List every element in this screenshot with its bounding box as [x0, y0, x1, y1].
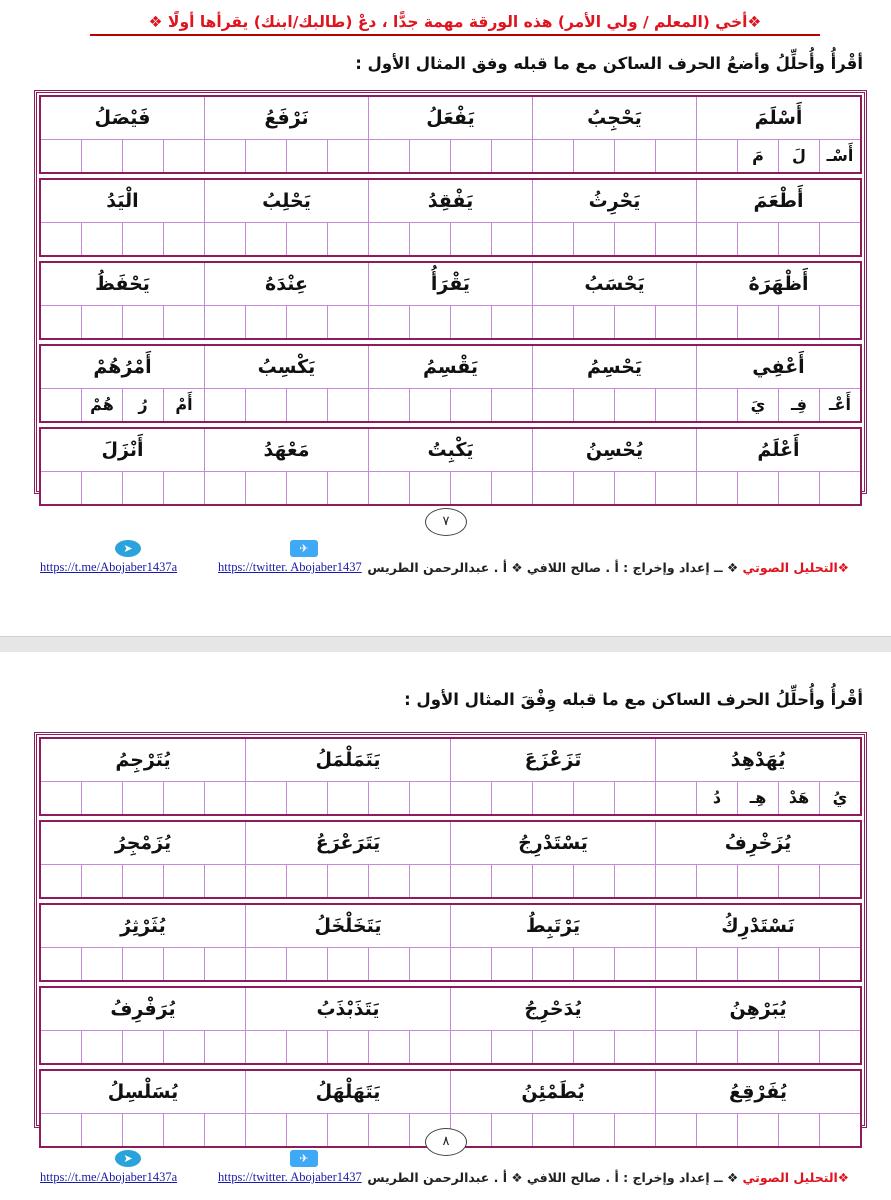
syllable-box[interactable]	[491, 140, 532, 172]
exercise-row	[39, 427, 862, 506]
syllable-box[interactable]	[614, 782, 655, 814]
word-cell: يُدَحْرِجُ	[450, 988, 655, 1030]
syllable-box[interactable]	[491, 306, 532, 338]
page-number: ٧	[425, 508, 467, 536]
parent-notice-banner: ❖أخي (المعلم / ولي الأمر) هذه الورقة مهمة جدًّا ، دعْ (طالبك/ابنك) يقرأها أولًا ❖	[90, 10, 820, 36]
syllable-box[interactable]	[819, 1031, 860, 1063]
syllable-box[interactable]: هُمْ	[81, 389, 122, 421]
instruction-text: أقْرأُ وأُحلِّلُ الحرف الساكن مع ما قبله وِفْقَ المثال الأول :	[404, 690, 863, 709]
syllable-box[interactable]	[41, 472, 81, 504]
word-cell: يَحْسَبُ	[532, 263, 696, 305]
syllable-box[interactable]	[327, 782, 368, 814]
syllable-box[interactable]	[573, 223, 614, 255]
syllable-box[interactable]	[163, 948, 204, 980]
word-row	[41, 346, 860, 388]
telegram-link[interactable]: https://t.me/Abojaber1437a	[40, 1170, 178, 1184]
syllable-box[interactable]	[163, 865, 204, 897]
syllable-box[interactable]	[409, 948, 450, 980]
word-cell: الْيَدُ	[106, 190, 139, 212]
syllable-box[interactable]	[122, 140, 163, 172]
credits-line	[367, 560, 849, 575]
syllable-box[interactable]	[573, 1031, 614, 1063]
word-row	[41, 739, 860, 781]
syllable-box[interactable]	[532, 140, 573, 172]
word-cell: يَحْفَظُ	[95, 273, 150, 295]
syllable-box[interactable]	[573, 948, 614, 980]
syllable-box[interactable]	[163, 140, 204, 172]
syllable-row	[41, 388, 860, 421]
syllable-box[interactable]	[368, 865, 409, 897]
syllable-row	[41, 1030, 860, 1063]
syllable-box[interactable]	[491, 948, 532, 980]
syllable-box[interactable]	[409, 1031, 450, 1063]
syllable-box[interactable]	[737, 472, 778, 504]
syllable-box[interactable]	[409, 782, 450, 814]
syllable-box[interactable]	[655, 782, 696, 814]
credits-authors: ❖ ــ إعداد وإخراج : أ . صالح اللافي ❖ أ . عبدالرحمن الطريس	[367, 560, 743, 575]
syllable-box[interactable]	[286, 472, 327, 504]
word-cell: يَتَخَلْخَلُ	[245, 905, 450, 947]
syllable-box[interactable]	[450, 306, 491, 338]
syllable-box[interactable]	[573, 306, 614, 338]
word-cell: أَمْرُهُمْ	[93, 356, 152, 378]
syllable-box[interactable]	[409, 472, 450, 504]
word-cell: يُحْسِنُ	[532, 429, 696, 471]
word-row	[41, 97, 860, 139]
word-cell: تَزَعْزَعَ	[450, 739, 655, 781]
syllable-box[interactable]	[122, 948, 163, 980]
syllable-box[interactable]	[696, 140, 737, 172]
syllable-box[interactable]	[286, 865, 327, 897]
syllable-box[interactable]	[41, 389, 81, 421]
syllable-box[interactable]	[41, 1031, 81, 1063]
word-cell: أَنْزَلَ	[101, 439, 144, 461]
syllable-box[interactable]	[532, 948, 573, 980]
exercise-row	[39, 903, 862, 982]
syllable-box[interactable]	[696, 1031, 737, 1063]
syllable-box[interactable]	[573, 865, 614, 897]
syllable-box[interactable]	[163, 306, 204, 338]
syllable-box[interactable]	[573, 472, 614, 504]
word-row	[41, 1071, 860, 1113]
syllable-box[interactable]	[573, 140, 614, 172]
syllable-box[interactable]	[819, 306, 860, 338]
syllable-row	[41, 947, 860, 980]
word-cell: يَتَهَلْهَلُ	[245, 1071, 450, 1113]
syllable-box[interactable]	[245, 140, 286, 172]
twitter-link[interactable]: https://twitter. Abojaber1437	[218, 1170, 362, 1184]
syllable-box[interactable]	[81, 948, 122, 980]
syllable-box[interactable]	[41, 948, 81, 980]
word-row	[41, 988, 860, 1030]
syllable-box[interactable]	[532, 472, 573, 504]
word-cell: يَحْسِمُ	[532, 346, 696, 388]
syllable-box[interactable]	[204, 389, 245, 421]
syllable-box[interactable]	[450, 865, 491, 897]
syllable-box[interactable]	[409, 223, 450, 255]
syllable-box[interactable]: أَسْـ	[819, 140, 860, 172]
syllable-box[interactable]	[778, 1114, 819, 1146]
syllable-box[interactable]	[204, 1114, 245, 1146]
syllable-box[interactable]	[696, 948, 737, 980]
syllable-box[interactable]	[122, 865, 163, 897]
syllable-box[interactable]	[245, 865, 286, 897]
syllable-box[interactable]	[696, 472, 737, 504]
word-row	[41, 263, 860, 305]
syllable-box[interactable]	[204, 223, 245, 255]
syllable-box[interactable]	[245, 782, 286, 814]
word-cell: يُفَرْقِعُ	[655, 1071, 860, 1113]
syllable-box[interactable]	[696, 1114, 737, 1146]
syllable-box[interactable]	[368, 948, 409, 980]
syllable-box[interactable]: دُ	[696, 782, 737, 814]
syllable-box[interactable]	[573, 1114, 614, 1146]
syllable-box[interactable]	[614, 948, 655, 980]
syllable-box[interactable]	[327, 389, 368, 421]
word-cell: يُهَدْهِدُ	[655, 739, 860, 781]
syllable-box[interactable]	[286, 1031, 327, 1063]
word-cell: نَرْفَعُ	[204, 97, 368, 139]
word-cell: يَكْسِبُ	[204, 346, 368, 388]
syllable-box[interactable]	[409, 865, 450, 897]
syllable-box[interactable]	[778, 306, 819, 338]
syllable-box[interactable]	[163, 1031, 204, 1063]
word-cell: أَسْلَمَ	[696, 97, 860, 139]
syllable-box[interactable]	[614, 472, 655, 504]
syllable-box[interactable]	[409, 140, 450, 172]
word-cell: يُتَرْجِمُ	[115, 749, 171, 771]
syllable-box[interactable]	[450, 389, 491, 421]
word-cell: يَحْجِبُ	[532, 97, 696, 139]
syllable-box[interactable]: مَ	[737, 140, 778, 172]
syllable-box[interactable]	[286, 389, 327, 421]
word-cell: يَفْعَلُ	[368, 97, 532, 139]
syllable-box[interactable]	[286, 782, 327, 814]
syllable-box[interactable]	[41, 140, 81, 172]
syllable-box[interactable]	[368, 1031, 409, 1063]
syllable-box[interactable]	[122, 472, 163, 504]
word-cell: يَرْتَبِطُ	[450, 905, 655, 947]
word-cell: يُزَخْرِفُ	[655, 822, 860, 864]
word-cell: فَيْصَلُ	[94, 107, 151, 129]
worksheet-page-8	[0, 652, 891, 1200]
syllable-box[interactable]	[614, 1114, 655, 1146]
syllable-box[interactable]	[778, 223, 819, 255]
syllable-box[interactable]	[286, 223, 327, 255]
syllable-box[interactable]	[368, 782, 409, 814]
word-cell: يَتَمَلْمَلُ	[245, 739, 450, 781]
exercise-row	[39, 737, 862, 816]
syllable-box[interactable]: أَعْـ	[819, 389, 860, 421]
syllable-box[interactable]	[532, 1114, 573, 1146]
word-row	[41, 180, 860, 222]
instruction-text: أقْرأُ وأُحلِّلُ وأضعُ الحرف الساكن مع ما قبله وفق المثال الأول :	[355, 54, 863, 73]
word-cell: أَعْلَمُ	[696, 429, 860, 471]
syllable-box[interactable]	[204, 782, 245, 814]
syllable-box[interactable]	[778, 865, 819, 897]
syllable-box[interactable]	[122, 1114, 163, 1146]
syllable-box[interactable]	[819, 223, 860, 255]
telegram-link[interactable]: https://t.me/Abojaber1437a	[40, 560, 178, 574]
syllable-box[interactable]	[41, 782, 81, 814]
syllable-box[interactable]	[532, 865, 573, 897]
syllable-box[interactable]	[122, 1031, 163, 1063]
syllable-box[interactable]	[532, 389, 573, 421]
credits-title: ❖التحليل الصوتي	[742, 1170, 849, 1185]
word-cell: يَحْرِثُ	[532, 180, 696, 222]
syllable-box[interactable]	[614, 389, 655, 421]
word-cell: مَعْهَدُ	[204, 429, 368, 471]
syllable-box[interactable]	[737, 865, 778, 897]
word-cell: أَظْهَرَهُ	[696, 263, 860, 305]
syllable-box[interactable]	[737, 1031, 778, 1063]
syllable-box[interactable]	[614, 223, 655, 255]
syllable-box[interactable]	[737, 948, 778, 980]
syllable-box[interactable]	[245, 389, 286, 421]
syllable-box[interactable]	[450, 948, 491, 980]
syllable-box[interactable]	[81, 782, 122, 814]
syllable-box[interactable]	[655, 389, 696, 421]
credits-title: ❖التحليل الصوتي	[742, 560, 849, 575]
word-row	[41, 429, 860, 471]
syllable-box[interactable]	[696, 865, 737, 897]
syllable-box[interactable]	[327, 140, 368, 172]
word-cell: يَقْسِمُ	[368, 346, 532, 388]
syllable-box[interactable]	[614, 865, 655, 897]
syllable-box[interactable]	[245, 472, 286, 504]
syllable-box[interactable]: لَ	[778, 140, 819, 172]
syllable-box[interactable]	[122, 306, 163, 338]
syllable-box[interactable]	[81, 1031, 122, 1063]
syllable-box[interactable]	[491, 1031, 532, 1063]
syllable-box[interactable]	[204, 140, 245, 172]
word-cell: يَسْتَدْرِجُ	[450, 822, 655, 864]
syllable-box[interactable]: رُ	[122, 389, 163, 421]
word-cell: أَعْفِي	[696, 346, 860, 388]
syllable-box[interactable]	[655, 472, 696, 504]
word-cell: يُرَفْرِفُ	[110, 998, 176, 1020]
syllable-box[interactable]	[819, 472, 860, 504]
syllable-box[interactable]	[286, 948, 327, 980]
syllable-row	[41, 222, 860, 255]
exercise-row	[39, 344, 862, 423]
word-cell: يَتَرَعْرَعُ	[245, 822, 450, 864]
syllable-box[interactable]	[81, 1114, 122, 1146]
word-cell: يَحْلِبُ	[204, 180, 368, 222]
telegram-icon: ➤	[115, 540, 141, 557]
syllable-box[interactable]	[737, 223, 778, 255]
syllable-box[interactable]	[655, 223, 696, 255]
syllable-box[interactable]	[778, 472, 819, 504]
syllable-box[interactable]	[655, 1031, 696, 1063]
syllable-box[interactable]: هَدْ	[778, 782, 819, 814]
syllable-box[interactable]	[41, 865, 81, 897]
syllable-box[interactable]	[573, 782, 614, 814]
syllable-box[interactable]	[245, 948, 286, 980]
exercise-frame	[34, 90, 867, 494]
syllable-box[interactable]	[409, 306, 450, 338]
syllable-box[interactable]: هِـ	[737, 782, 778, 814]
telegram-icon: ➤	[115, 1150, 141, 1167]
exercise-frame	[34, 732, 867, 1128]
exercise-row	[39, 986, 862, 1065]
credits-authors: ❖ ــ إعداد وإخراج : أ . صالح اللافي ❖ أ . عبدالرحمن الطريس	[367, 1170, 743, 1185]
syllable-row	[41, 781, 860, 814]
syllable-box[interactable]	[245, 1114, 286, 1146]
syllable-box[interactable]: فِـ	[778, 389, 819, 421]
syllable-box[interactable]	[491, 865, 532, 897]
syllable-box[interactable]	[655, 306, 696, 338]
syllable-box[interactable]	[122, 223, 163, 255]
syllable-box[interactable]	[532, 1031, 573, 1063]
syllable-box[interactable]	[204, 472, 245, 504]
word-cell: عِنْدَهُ	[204, 263, 368, 305]
syllable-box[interactable]	[163, 1114, 204, 1146]
syllable-box[interactable]	[655, 948, 696, 980]
word-cell: أَطْعَمَ	[696, 180, 860, 222]
page-footer	[0, 1150, 891, 1190]
exercise-row	[39, 261, 862, 340]
syllable-box[interactable]	[327, 306, 368, 338]
word-cell: يُسَلْسِلُ	[107, 1081, 179, 1103]
syllable-box[interactable]	[696, 306, 737, 338]
word-row	[41, 905, 860, 947]
syllable-row	[41, 471, 860, 504]
word-cell: يُبَرْهِنُ	[655, 988, 860, 1030]
word-cell: يَكْبِتُ	[368, 429, 532, 471]
twitter-icon: ✈	[290, 540, 318, 557]
syllable-box[interactable]	[532, 782, 573, 814]
syllable-box[interactable]	[245, 1031, 286, 1063]
exercise-row	[39, 95, 862, 174]
syllable-box[interactable]	[204, 306, 245, 338]
syllable-box[interactable]	[450, 472, 491, 504]
syllable-box[interactable]	[286, 306, 327, 338]
syllable-box[interactable]	[41, 223, 81, 255]
syllable-box[interactable]	[655, 140, 696, 172]
syllable-box[interactable]	[81, 865, 122, 897]
syllable-box[interactable]	[327, 865, 368, 897]
word-cell: يُزَمْجِرُ	[114, 832, 172, 854]
syllable-box[interactable]	[819, 948, 860, 980]
syllable-box[interactable]	[163, 223, 204, 255]
word-cell: يُطَمْئِنُ	[450, 1071, 655, 1113]
word-cell: يَفْقِدُ	[368, 180, 532, 222]
syllable-box[interactable]	[204, 948, 245, 980]
page-footer	[0, 540, 891, 580]
syllable-box[interactable]	[491, 1114, 532, 1146]
syllable-box[interactable]	[450, 223, 491, 255]
syllable-box[interactable]	[368, 389, 409, 421]
syllable-box[interactable]	[491, 389, 532, 421]
syllable-box[interactable]	[204, 865, 245, 897]
word-row	[41, 822, 860, 864]
syllable-box[interactable]	[573, 389, 614, 421]
syllable-box[interactable]	[286, 140, 327, 172]
syllable-box[interactable]	[41, 1114, 81, 1146]
word-cell: يَقْرَأُ	[368, 263, 532, 305]
syllable-box[interactable]	[655, 1114, 696, 1146]
twitter-icon: ✈	[290, 1150, 318, 1167]
syllable-box[interactable]	[368, 140, 409, 172]
syllable-box[interactable]	[81, 306, 122, 338]
syllable-box[interactable]	[81, 140, 122, 172]
syllable-box[interactable]	[655, 865, 696, 897]
syllable-box[interactable]	[245, 306, 286, 338]
syllable-box[interactable]	[614, 306, 655, 338]
word-cell: يَتَذَبْذَبُ	[245, 988, 450, 1030]
syllable-box[interactable]	[245, 223, 286, 255]
syllable-box[interactable]	[819, 865, 860, 897]
twitter-link[interactable]: https://twitter. Abojaber1437	[218, 560, 362, 574]
syllable-box[interactable]	[532, 223, 573, 255]
syllable-box[interactable]	[614, 1031, 655, 1063]
syllable-box[interactable]	[286, 1114, 327, 1146]
syllable-box[interactable]	[491, 472, 532, 504]
syllable-box[interactable]	[368, 472, 409, 504]
syllable-box[interactable]: أَمْ	[163, 389, 204, 421]
syllable-box[interactable]	[696, 223, 737, 255]
syllable-row	[41, 864, 860, 897]
syllable-box[interactable]	[532, 306, 573, 338]
syllable-box[interactable]	[327, 1031, 368, 1063]
syllable-box[interactable]	[778, 1031, 819, 1063]
syllable-box[interactable]: يُ	[819, 782, 860, 814]
syllable-box[interactable]	[696, 389, 737, 421]
syllable-box[interactable]	[491, 782, 532, 814]
syllable-box[interactable]	[737, 1114, 778, 1146]
syllable-box[interactable]	[819, 1114, 860, 1146]
syllable-row	[41, 305, 860, 338]
syllable-box[interactable]	[327, 472, 368, 504]
syllable-box[interactable]	[491, 223, 532, 255]
exercise-row	[39, 178, 862, 257]
syllable-box[interactable]	[41, 306, 81, 338]
exercise-row	[39, 820, 862, 899]
syllable-box[interactable]	[327, 223, 368, 255]
syllable-box[interactable]	[122, 782, 163, 814]
syllable-box[interactable]	[409, 389, 450, 421]
syllable-row	[41, 139, 860, 172]
page-number: ٨	[425, 1128, 467, 1156]
syllable-box[interactable]	[327, 1114, 368, 1146]
word-cell: نَسْتَدْرِكُ	[655, 905, 860, 947]
syllable-box[interactable]	[368, 1114, 409, 1146]
syllable-box[interactable]	[614, 140, 655, 172]
syllable-box[interactable]	[163, 472, 204, 504]
syllable-box[interactable]	[450, 782, 491, 814]
syllable-box[interactable]	[450, 1031, 491, 1063]
syllable-box[interactable]	[81, 472, 122, 504]
syllable-box[interactable]	[163, 782, 204, 814]
syllable-box[interactable]	[778, 948, 819, 980]
syllable-box[interactable]	[737, 306, 778, 338]
syllable-box[interactable]	[368, 306, 409, 338]
syllable-box[interactable]	[327, 948, 368, 980]
syllable-box[interactable]	[204, 1031, 245, 1063]
syllable-box[interactable]: يَ	[737, 389, 778, 421]
syllable-box[interactable]	[368, 223, 409, 255]
syllable-box[interactable]	[450, 140, 491, 172]
syllable-box[interactable]	[81, 223, 122, 255]
word-cell: يُثَرْثِرُ	[120, 915, 166, 937]
credits-line	[367, 1170, 849, 1185]
